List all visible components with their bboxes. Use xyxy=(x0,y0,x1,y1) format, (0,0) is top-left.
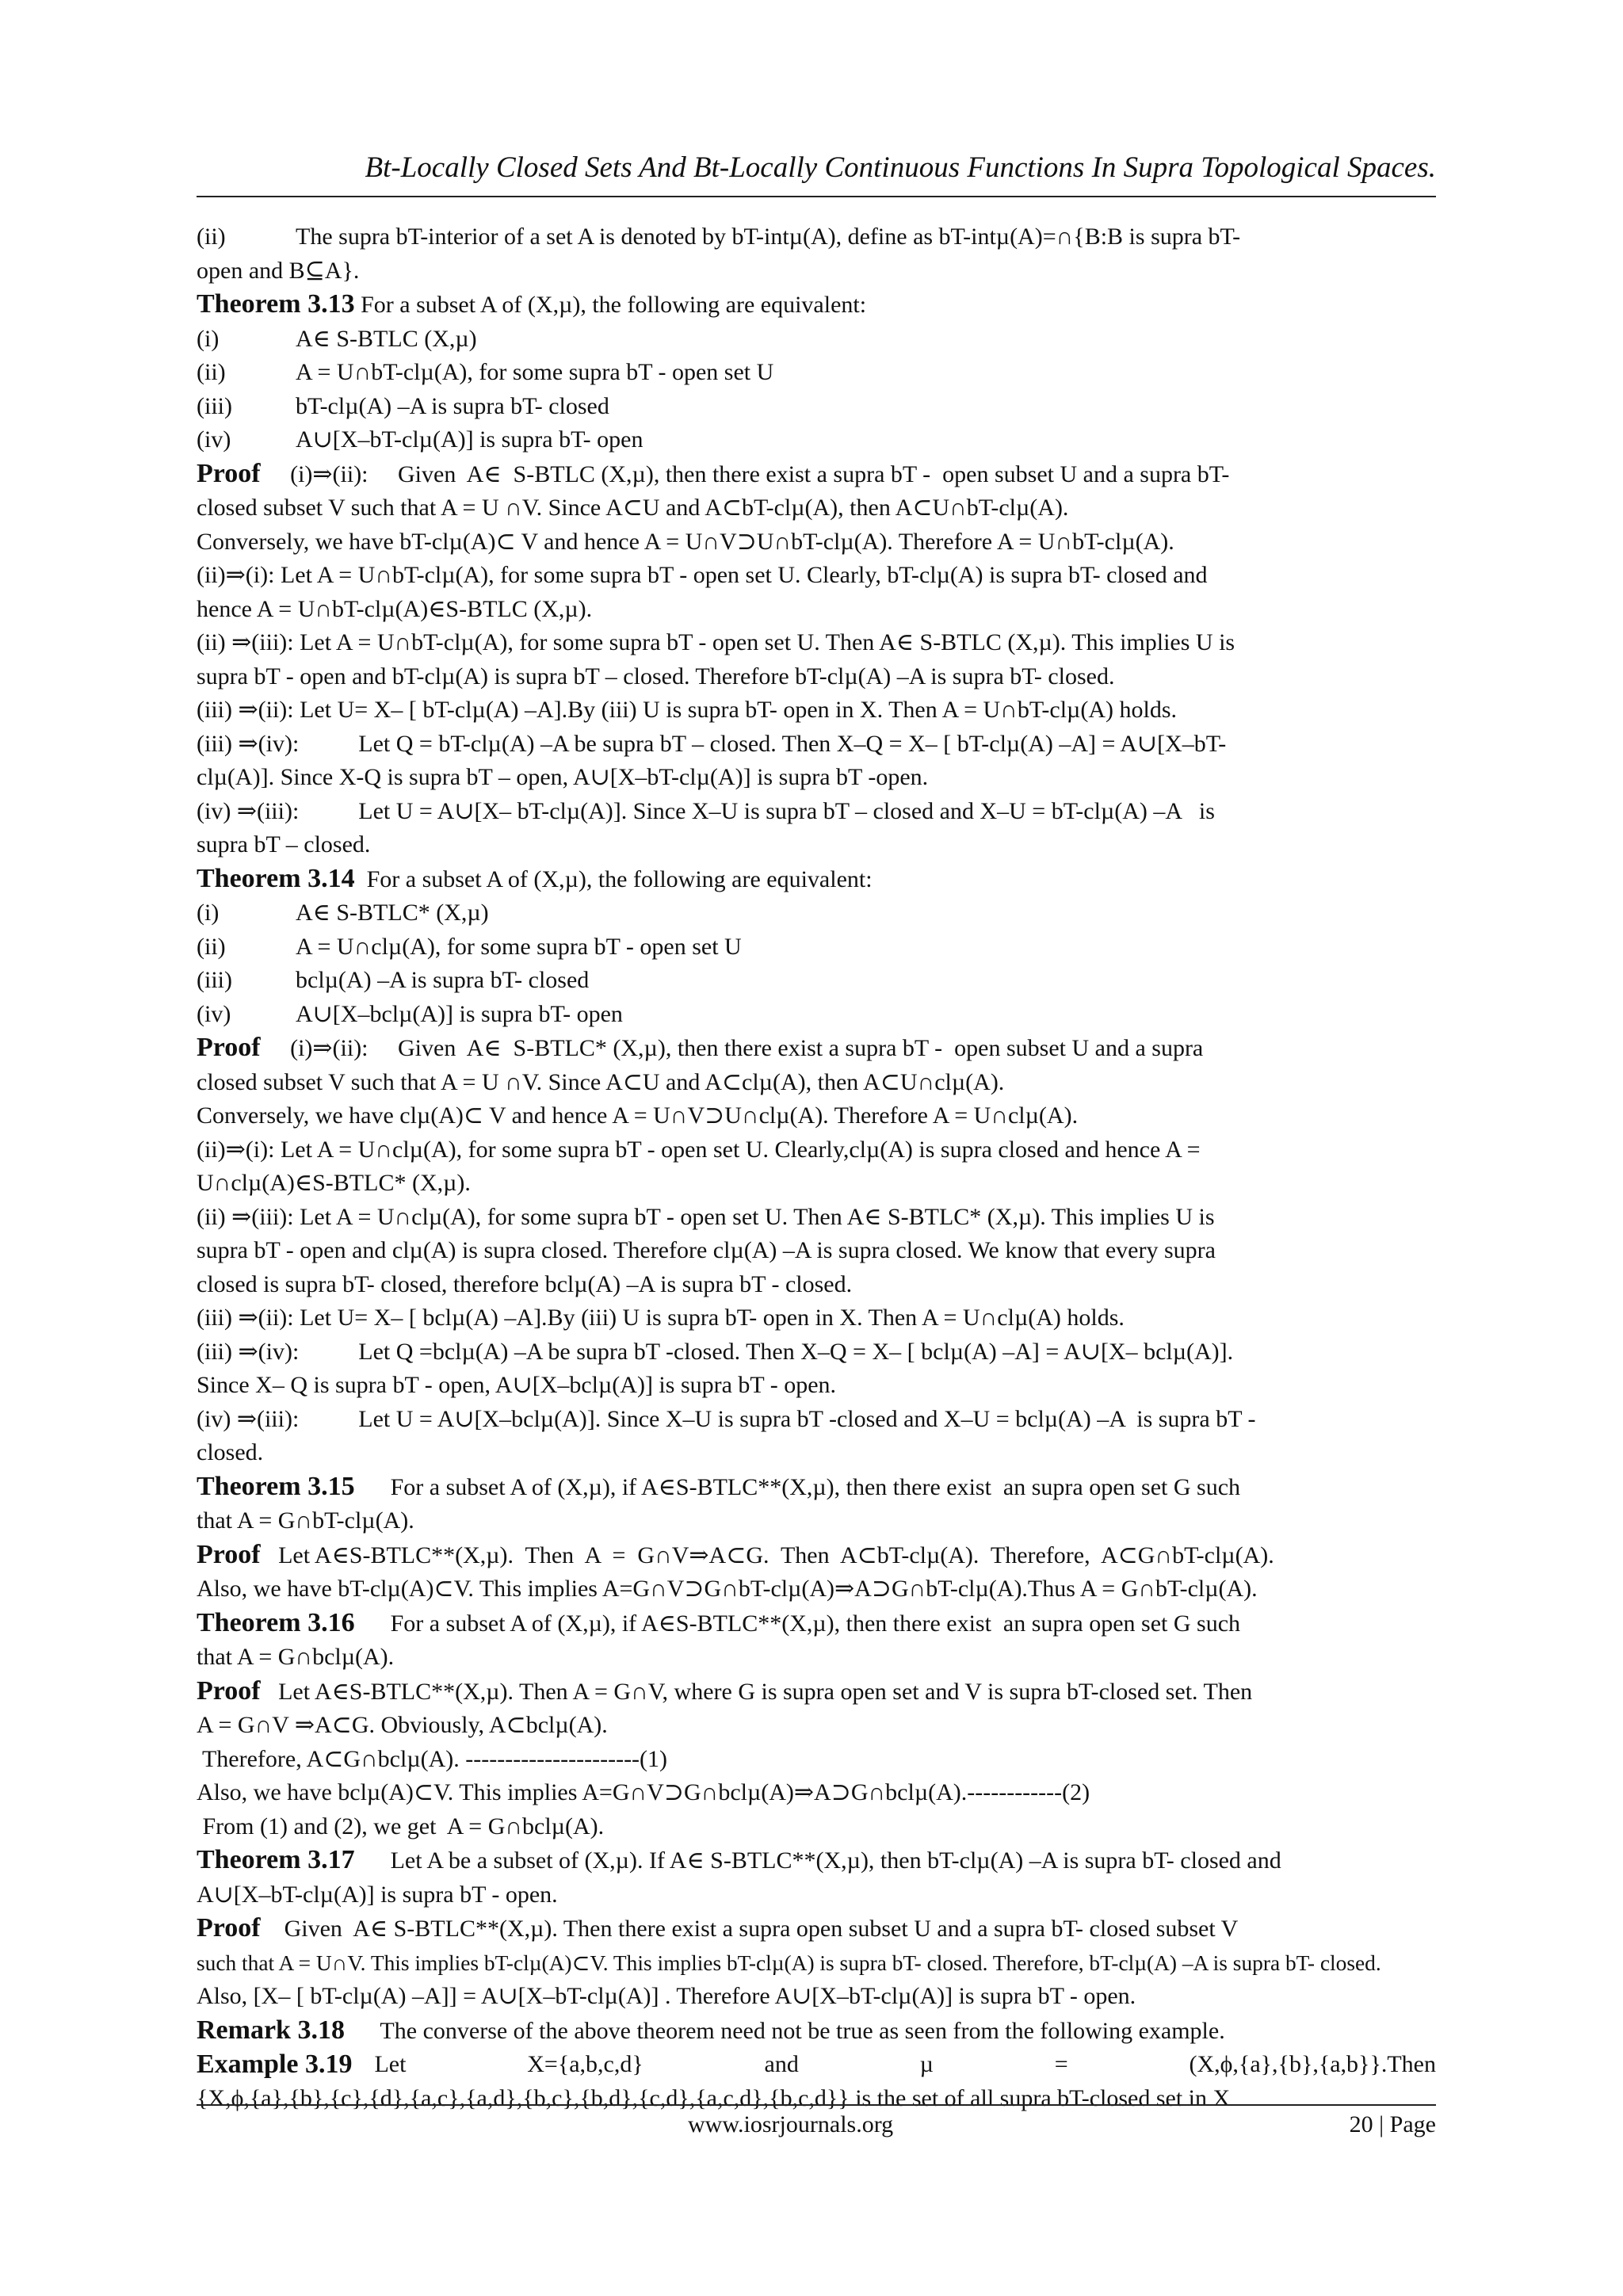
text-line: (iii) ⇒(iv): Let Q =bclµ(A) –A be supra bT -closed. Then X–Q = X– [ bclµ(A) –A] = A∪[X– bclµ(A)]. xyxy=(197,1338,1234,1365)
remark-3-18 xyxy=(197,2014,1436,2049)
theorem-statement: For a subset A of (X,µ), if A∈S-BTLC**(X,µ), then there exist an supra open set G such xyxy=(354,1473,1241,1500)
text-line: Conversely, we have bT-clµ(A)⊂ V and hence A = U∩V⊃U∩bT-clµ(A). Therefore A = U∩bT-clµ(A). xyxy=(197,528,1174,555)
remark-text: The converse of the above theorem need not be true as seen from the following example. xyxy=(344,2017,1225,2044)
theorem-3-13-heading xyxy=(197,288,1436,323)
item-number: (iv) xyxy=(197,1000,231,1027)
text-line: U∩clµ(A)∈S-BTLC* (X,µ). xyxy=(197,1170,471,1196)
item-text: bT-clµ(A) –A is supra bT- closed xyxy=(296,392,609,419)
example-text xyxy=(374,2048,1436,2082)
text-line: (i)⇒(ii): Given A∈ S-BTLC* (X,µ), then there exist a supra bT - open subset U and a supra xyxy=(260,1035,1204,1061)
text-line: Since X– Q is supra bT - open, A∪[X–bclµ(A)] is supra bT - open. xyxy=(197,1372,837,1398)
proof-3-14 xyxy=(197,1031,1436,1066)
page-number: 20 | Page xyxy=(1349,2111,1436,2137)
example-3-19 xyxy=(197,2048,1436,2082)
text-line: such that A = U∩V. This implies bT-clµ(A)⊂V. This implies bT-clµ(A) is supra bT- closed. Therefore, bT-clµ(A) –A is supra bT- closed. xyxy=(197,1950,1381,1975)
word: = xyxy=(1054,2051,1068,2077)
text-line: A = G∩V ⇒A⊂G. Obviously, A⊂bclµ(A). xyxy=(197,1712,608,1738)
text-line: (iv) ⇒(iii): Let U = A∪[X– bT-clµ(A)]. Since X–U is supra bT – closed and X–U = bT-clµ(A) –A is xyxy=(197,797,1215,824)
proof-label: Proof xyxy=(197,1539,261,1569)
item-number: (ii) xyxy=(197,223,226,250)
text-line: supra bT - open and bT-clµ(A) is supra bT – closed. Therefore bT-clµ(A) –A is supra bT- closed. xyxy=(197,663,1115,690)
word: µ xyxy=(919,2051,934,2077)
text-line: closed. xyxy=(197,1439,264,1465)
proof-3-16 xyxy=(197,1675,1436,1710)
footer-rule xyxy=(197,2104,1436,2106)
text-line: hence A = U∩bT-clµ(A)∈S-BTLC (X,µ). xyxy=(197,595,593,622)
text-line: (ii) ⇒(iii): Let A = U∩bT-clµ(A), for some supra bT - open set U. Then A∈ S-BTLC (X,µ). This implies U is xyxy=(197,629,1235,655)
item-text: The supra bT-interior of a set A is denoted by bT-intµ(A), define as bT-intµ(A)=∩{B:B is supra bT- xyxy=(296,223,1241,250)
definition-item-ii xyxy=(197,220,1436,254)
theorem-label: Theorem 3.13 xyxy=(197,289,355,319)
text-line: Let A∈S-BTLC**(X,µ). Then A = G∩V, where G is supra open set and V is supra bT-closed set. Then xyxy=(260,1678,1253,1705)
text-line: (ii)⇒(i): Let A = U∩bT-clµ(A), for some supra bT - open set U. Clearly, bT-clµ(A) is supra bT- closed and xyxy=(197,562,1208,588)
list-item xyxy=(197,998,1436,1032)
theorem-label: Theorem 3.16 xyxy=(197,1607,355,1637)
text-line: that A = G∩bclµ(A). xyxy=(197,1644,395,1670)
text-line: (iii) ⇒(ii): Let U= X– [ bT-clµ(A) –A].By (iii) U is supra bT- open in X. Then A = U∩bT-clµ(A) holds. xyxy=(197,697,1178,723)
text-line: that A = G∩bT-clµ(A). xyxy=(197,1507,414,1534)
word: (X,ϕ,{a},{b},{a,b}}.Then xyxy=(1189,2051,1436,2077)
text-line: (iii) ⇒(ii): Let U= X– [ bclµ(A) –A].By (iii) U is supra bT- open in X. Then A = U∩clµ(A) holds. xyxy=(197,1305,1125,1331)
theorem-statement: For a subset A of (X,µ), if A∈S-BTLC**(X,µ), then there exist an supra open set G such xyxy=(354,1610,1241,1637)
theorem-3-15-heading xyxy=(197,1470,1436,1505)
journal-website: www.iosrjournals.org xyxy=(688,2111,894,2137)
text-line: Also, [X– [ bT-clµ(A) –A]] = A∪[X–bT-clµ(A)] . Therefore A∪[X–bT-clµ(A)] is supra bT - open. xyxy=(197,1983,1136,2009)
text-line: Let A∈S-BTLC**(X,µ). Then A = G∩V⇒A⊂G. Then A⊂bT-clµ(A). Therefore, A⊂G∩bT-clµ(A). xyxy=(260,1541,1274,1568)
theorem-label: Theorem 3.14 xyxy=(197,863,355,893)
text-line: From (1) and (2), we get A = G∩bclµ(A). xyxy=(197,1813,605,1839)
running-header: Bt-Locally Closed Sets And Bt-Locally Continuous Functions In Supra Topological Spaces. xyxy=(365,151,1436,184)
text-line: Also, we have bclµ(A)⊂V. This implies A=G∩V⊃G∩bclµ(A)⇒A⊃G∩bclµ(A).------------(2) xyxy=(197,1779,1090,1805)
item-text: A∪[X–bclµ(A)] is supra bT- open xyxy=(296,1000,623,1027)
proof-3-17 xyxy=(197,1912,1436,1946)
theorem-3-16-heading xyxy=(197,1606,1436,1641)
theorem-statement: For a subset A of (X,µ), the following are equivalent: xyxy=(354,292,867,318)
item-text: A∪[X–bT-clµ(A)] is supra bT- open xyxy=(296,426,643,453)
item-text: A = U∩bT-clµ(A), for some supra bT - open set U xyxy=(296,359,774,385)
text-line: (ii)⇒(i): Let A = U∩clµ(A), for some supra bT - open set U. Clearly,clµ(A) is supra closed and hence A = xyxy=(197,1136,1201,1163)
item-number: (i) xyxy=(197,325,220,352)
list-item xyxy=(197,323,1436,357)
proof-3-15 xyxy=(197,1538,1436,1573)
theorem-3-14-heading xyxy=(197,862,1436,897)
text-line: supra bT - open and clµ(A) is supra closed. Therefore clµ(A) –A is supra closed. We know that every supra xyxy=(197,1237,1216,1263)
list-item xyxy=(197,356,1436,390)
page-body xyxy=(197,220,1436,2115)
header-rule xyxy=(197,196,1436,197)
text-line: (iii) ⇒(iv): Let Q = bT-clµ(A) –A be supra bT – closed. Then X–Q = X– [ bT-clµ(A) –A] = A∪[X–bT- xyxy=(197,730,1227,757)
theorem-label: Theorem 3.15 xyxy=(197,1471,355,1501)
text-line: (i)⇒(ii): Given A∈ S-BTLC (X,µ), then there exist a supra bT - open subset U and a supra bT- xyxy=(260,460,1230,487)
text-line: clµ(A)]. Since X-Q is supra bT – open, A∪[X–bT-clµ(A)] is supra bT -open. xyxy=(197,764,929,790)
text-line: (iv) ⇒(iii): Let U = A∪[X–bclµ(A)]. Since X–U is supra bT -closed and X–U = bclµ(A) –A is supra bT - xyxy=(197,1405,1256,1432)
item-number: (iii) xyxy=(197,392,232,419)
text-line: Conversely, we have clµ(A)⊂ V and hence A = U∩V⊃U∩clµ(A). Therefore A = U∩clµ(A). xyxy=(197,1102,1079,1129)
list-item xyxy=(197,390,1436,424)
text-line: (ii) ⇒(iii): Let A = U∩clµ(A), for some supra bT - open set U. Then A∈ S-BTLC* (X,µ). This implies U is xyxy=(197,1203,1215,1230)
item-number: (ii) xyxy=(197,933,226,960)
text-line: closed is supra bT- closed, therefore bclµ(A) –A is supra bT - closed. xyxy=(197,1270,853,1297)
remark-label: Remark 3.18 xyxy=(197,2015,345,2045)
proof-label: Proof xyxy=(197,1913,261,1943)
word: and xyxy=(764,2051,799,2077)
theorem-label: Theorem 3.17 xyxy=(197,1845,355,1874)
list-item xyxy=(197,896,1436,930)
item-number: (iv) xyxy=(197,426,231,453)
theorem-3-17-heading xyxy=(197,1843,1436,1878)
item-text: A = U∩clµ(A), for some supra bT - open set U xyxy=(296,933,742,960)
text-line: Given A∈ S-BTLC**(X,µ). Then there exist a supra open subset U and a supra bT- closed subset V xyxy=(260,1916,1239,1942)
text-line: {X,ϕ,{a},{b},{c},{d},{a,c},{a,d},{b,c},{b,d},{c,d},{a,c,d},{b,c,d}} is the set of all supra bT-closed set in X xyxy=(197,2084,1231,2111)
proof-label: Proof xyxy=(197,1033,261,1062)
item-number: (ii) xyxy=(197,359,226,385)
proof-label: Proof xyxy=(197,458,261,488)
theorem-statement: For a subset A of (X,µ), the following are equivalent: xyxy=(354,865,873,892)
text-line: closed subset V such that A = U ∩V. Since A⊂U and A⊂bT-clµ(A), then A⊂U∩bT-clµ(A). xyxy=(197,495,1069,521)
example-label: Example 3.19 xyxy=(197,2050,353,2079)
item-text: bclµ(A) –A is supra bT- closed xyxy=(296,967,590,993)
word: Let xyxy=(374,2051,407,2077)
text-line: Also, we have bT-clµ(A)⊂V. This implies A=G∩V⊃G∩bT-clµ(A)⇒A⊃G∩bT-clµ(A).Thus A = G∩bT-clµ(A). xyxy=(197,1576,1258,1602)
item-text: A∈ S-BTLC (X,µ) xyxy=(296,325,477,352)
list-item xyxy=(197,930,1436,965)
text-line: closed subset V such that A = U ∩V. Since A⊂U and A⊂clµ(A), then A⊂U∩clµ(A). xyxy=(197,1068,1005,1095)
word: X={a,b,c,d} xyxy=(527,2051,643,2077)
item-number: (iii) xyxy=(197,967,232,993)
text-line: supra bT – closed. xyxy=(197,831,371,858)
item-number: (i) xyxy=(197,900,220,926)
item-text: A∈ S-BTLC* (X,µ) xyxy=(296,900,489,926)
text-line: A∪[X–bT-clµ(A)] is supra bT - open. xyxy=(197,1881,558,1908)
proof-3-13 xyxy=(197,457,1436,492)
text-line: Therefore, A⊂G∩bclµ(A). ----------------------(1) xyxy=(197,1745,668,1772)
theorem-statement: Let A be a subset of (X,µ). If A∈ S-BTLC**(X,µ), then bT-clµ(A) –A is supra bT- closed and xyxy=(354,1847,1281,1874)
list-item xyxy=(197,964,1436,998)
proof-label: Proof xyxy=(197,1675,261,1706)
text-line: open and B⊆A}. xyxy=(197,257,360,284)
list-item xyxy=(197,423,1436,457)
